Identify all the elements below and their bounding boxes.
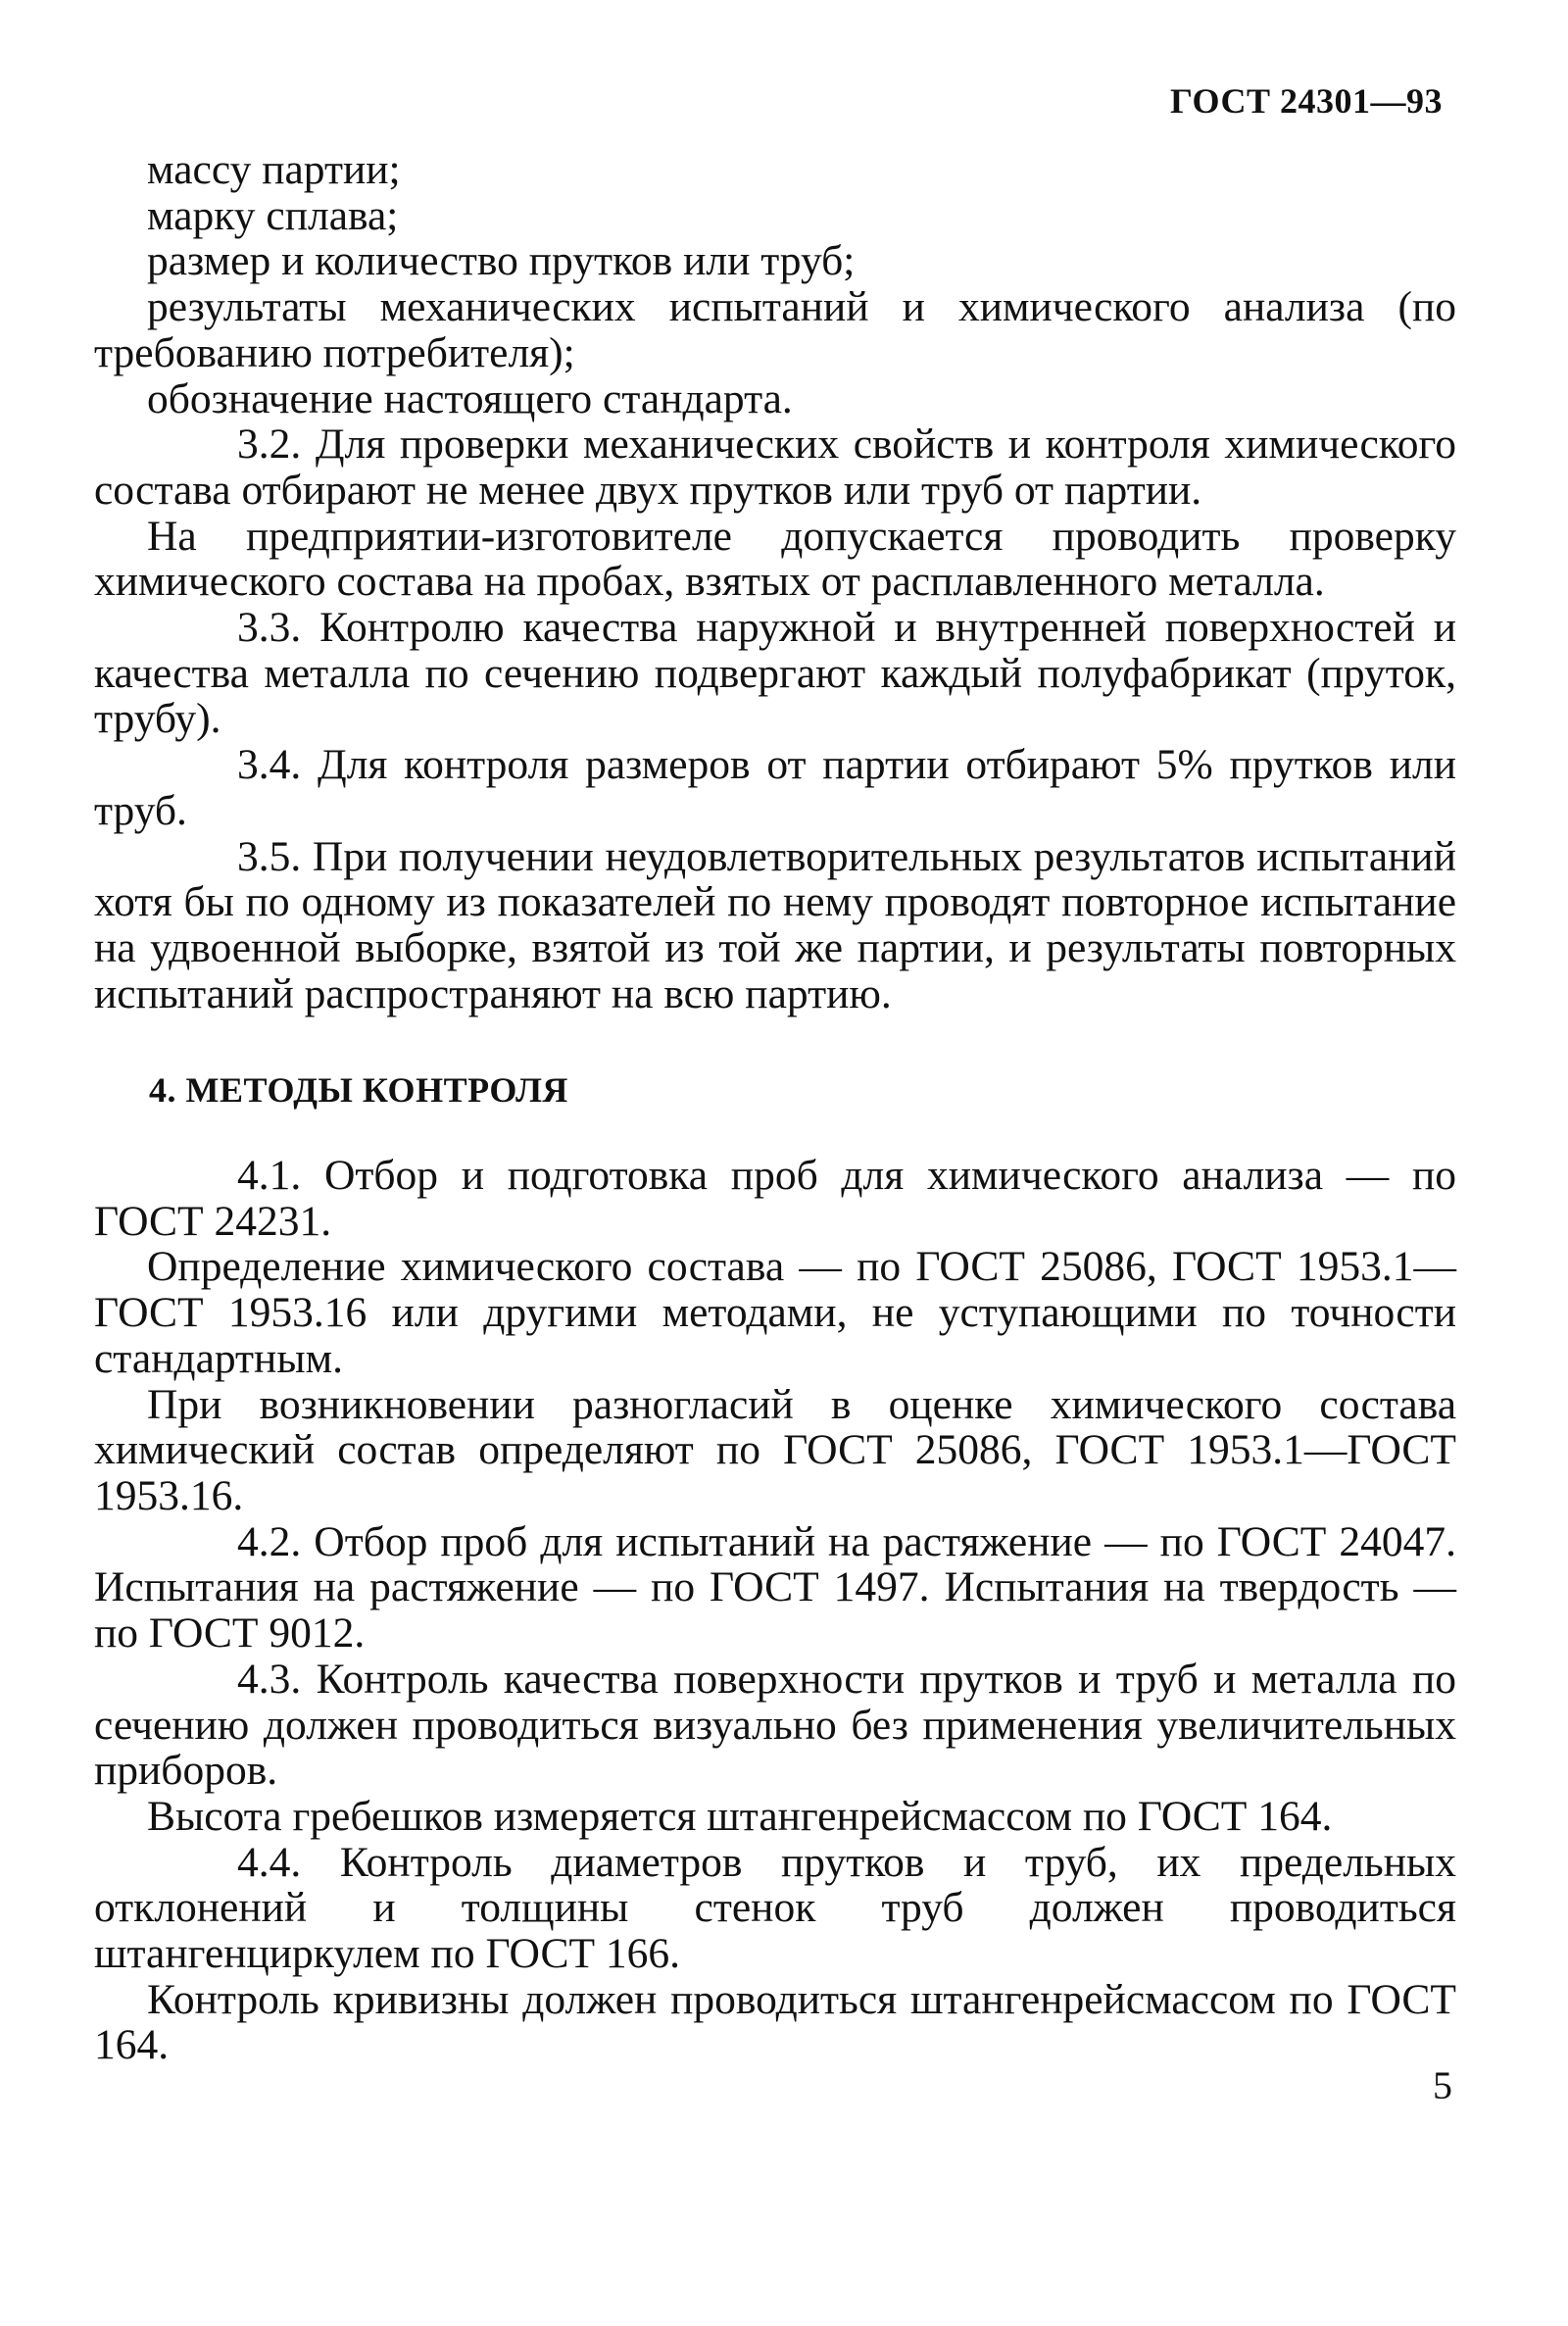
clause-4-1-chemical: Определение химического состава — по ГОСТ 25086, ГОСТ 1953.1—ГОСТ 1953.16 или другими методами, не уступающими по точности стандартным. bbox=[94, 1243, 1456, 1382]
clause-3-3: 3.3. Контролю качества наружной и внутренней поверхностей и качества металла по сечению подвергают каждый полуфабрикат (пруток, трубу). bbox=[94, 604, 1456, 743]
document-body bbox=[94, 147, 1456, 2068]
list-item: обозначение настоящего стандарта. bbox=[147, 374, 793, 422]
list-item: размер и количество прутков или труб; bbox=[147, 237, 856, 285]
clause-4-4: 4.4. Контроль диаметров прутков и труб, их предельных отклонений и толщины стенок труб должен проводиться штангенциркулем по ГОСТ 166. bbox=[94, 1838, 1456, 1978]
list-item: марку сплава; bbox=[147, 191, 399, 239]
list-item: результаты механических испытаний и химического анализа (по требованию потребителя); bbox=[94, 283, 1456, 376]
page-number: 5 bbox=[1433, 2063, 1452, 2107]
clause-4-2: 4.2. Отбор проб для испытаний на растяжение — по ГОСТ 24047. Испытания на растяжение — по ГОСТ 1497. Испытания на твердость — по ГОСТ 9012. bbox=[94, 1517, 1456, 1658]
clause-3-2: 3.2. Для проверки механических свойств и контроля химического состава отбирают не менее двух прутков или труб от партии. bbox=[94, 421, 1456, 514]
clause-3-4: 3.4. Для контроля размеров от партии отбирают 5% прутков или труб. bbox=[94, 741, 1456, 834]
section-title: 4. МЕТОДЫ КОНТРОЛЯ bbox=[149, 1070, 568, 1111]
clause-4-3-height: Высота гребешков измеряется штангенрейсмассом по ГОСТ 164. bbox=[147, 1792, 1333, 1840]
list-item: массу партии; bbox=[147, 146, 401, 193]
clause-4-4-curvature: Контроль кривизны должен проводиться штангенрейсмассом по ГОСТ 164. bbox=[94, 1975, 1456, 2069]
clause-4-3: 4.3. Контроль качества поверхности прутков и труб и металла по сечению должен проводиться визуально без применения увеличительных приборов. bbox=[94, 1655, 1456, 1795]
standard-header: ГОСТ 24301—93 bbox=[1170, 81, 1443, 121]
clause-3-5: 3.5. При получении неудовлетворительных результатов испытаний хотя бы по одному из показателей по нему проводят повторное испытание на удвоенной выборке, взятой из той же партии, и результаты повторных испытаний распространяют на всю партию. bbox=[94, 832, 1456, 1017]
clause-3-2-note: На предприятии-изготовителе допускается проводить проверку химического состава на пробах, взятых от расплавленного металла. bbox=[94, 512, 1456, 606]
clause-4-1: 4.1. Отбор и подготовка проб для химического анализа — по ГОСТ 24231. bbox=[94, 1152, 1456, 1245]
clause-4-1-disputes: При возникновении разногласий в оценке химического состава химический состав определяют по ГОСТ 25086, ГОСТ 1953.1—ГОСТ 1953.16. bbox=[94, 1380, 1456, 1519]
